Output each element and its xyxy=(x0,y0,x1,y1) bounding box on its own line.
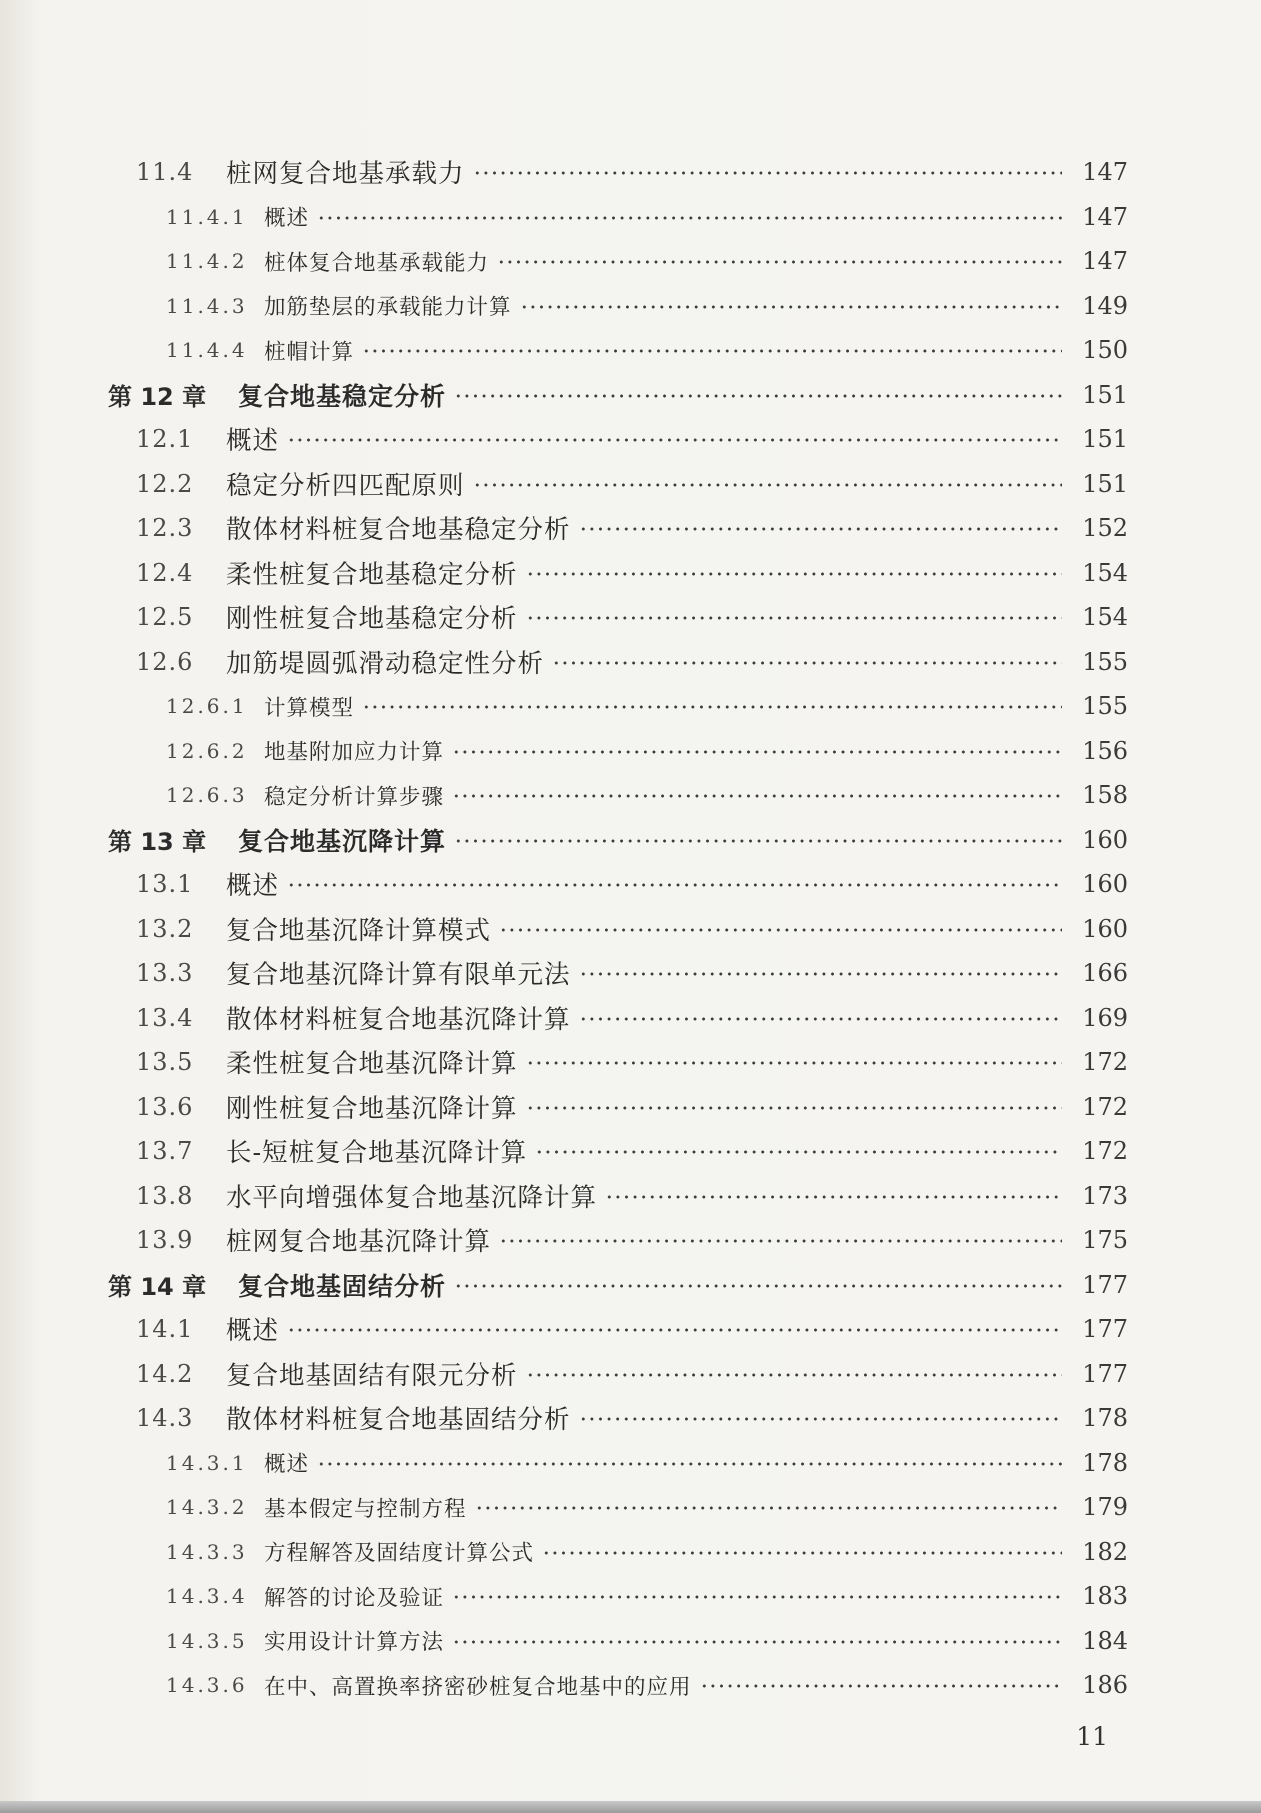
toc-entry-title: 概述 xyxy=(226,1316,280,1347)
toc-entry-number: 14.3.6 xyxy=(166,1673,248,1698)
toc-entry-subsection xyxy=(108,1441,1128,1486)
toc-entry-page: 158 xyxy=(1082,781,1128,810)
dot-leader xyxy=(499,928,1062,932)
toc-entry-number: 第 13 章 xyxy=(108,828,207,857)
toc-entry-page: 151 xyxy=(1082,425,1128,454)
toc-entry-page: 155 xyxy=(1082,692,1128,721)
toc-entry-subsection xyxy=(108,328,1128,373)
toc-entry-number: 11.4.1 xyxy=(166,204,248,229)
toc-entry-number: 12.6.1 xyxy=(166,694,248,719)
dot-leader xyxy=(452,1595,1062,1599)
toc-entry-title: 解答的讨论及验证 xyxy=(264,1585,445,1611)
dot-leader xyxy=(497,260,1062,264)
toc-entry-page: 147 xyxy=(1082,247,1128,276)
toc-entry-section xyxy=(108,1085,1128,1130)
toc-entry-title: 概述 xyxy=(264,206,310,232)
toc-entry-title: 概述 xyxy=(264,1452,310,1478)
toc-entry-subsection xyxy=(108,284,1128,329)
toc-entry-number: 14.3.4 xyxy=(166,1584,248,1609)
toc-entry-page: 175 xyxy=(1082,1226,1128,1255)
toc-entry-page: 178 xyxy=(1082,1448,1128,1477)
toc-entry-number: 12.6 xyxy=(136,647,194,676)
toc-entry-title: 刚性桩复合地基稳定分析 xyxy=(226,604,518,635)
toc-entry-number: 13.3 xyxy=(136,959,194,988)
dot-leader xyxy=(317,1462,1062,1466)
toc-entry-page: 151 xyxy=(1082,380,1128,409)
toc-entry-section xyxy=(108,551,1128,596)
toc-entry-number: 12.4 xyxy=(136,558,194,587)
toc-entry-title: 概述 xyxy=(226,426,280,457)
toc-entry-title: 桩网复合地基沉降计算 xyxy=(226,1227,492,1258)
dot-leader xyxy=(475,1506,1062,1510)
toc-entry-title: 长-短桩复合地基沉降计算 xyxy=(226,1138,528,1169)
dot-leader xyxy=(526,1106,1062,1110)
toc-entry-number: 13.5 xyxy=(136,1048,194,1077)
toc-entry-title: 复合地基沉降计算有限单元法 xyxy=(226,960,571,991)
toc-entry-section xyxy=(108,1129,1128,1174)
toc-entry-page: 177 xyxy=(1082,1315,1128,1344)
dot-leader xyxy=(579,1017,1062,1021)
toc-entry-number: 第 12 章 xyxy=(108,383,207,412)
toc-entry-section xyxy=(108,1352,1128,1397)
toc-entry-number: 14.2 xyxy=(136,1359,194,1388)
dot-leader xyxy=(362,349,1062,353)
toc-entry-page: 183 xyxy=(1082,1582,1128,1611)
toc-entry-number: 14.3.3 xyxy=(166,1539,248,1564)
toc-entry-subsection xyxy=(108,773,1128,818)
table-of-contents xyxy=(108,150,1128,1708)
dot-leader xyxy=(473,483,1062,487)
toc-entry-title: 实用设计计算方法 xyxy=(264,1630,445,1656)
page-number: 11 xyxy=(1076,1722,1108,1751)
dot-leader xyxy=(579,1417,1062,1421)
toc-entry-section xyxy=(108,951,1128,996)
toc-entry-subsection xyxy=(108,1663,1128,1708)
toc-entry-section xyxy=(108,1174,1128,1219)
toc-entry-number: 第 14 章 xyxy=(108,1273,207,1302)
toc-entry-page: 160 xyxy=(1082,825,1128,854)
dot-leader xyxy=(452,1640,1062,1644)
dot-leader xyxy=(362,705,1062,709)
toc-entry-title: 桩帽计算 xyxy=(264,339,355,365)
toc-entry-page: 182 xyxy=(1082,1537,1128,1566)
dot-leader xyxy=(605,1195,1062,1199)
toc-entry-section xyxy=(108,595,1128,640)
toc-entry-number: 12.6.3 xyxy=(166,783,248,808)
dot-leader xyxy=(287,883,1062,887)
dot-leader xyxy=(454,1284,1062,1288)
toc-entry-subsection xyxy=(108,1530,1128,1575)
toc-entry-page: 169 xyxy=(1082,1003,1128,1032)
toc-entry-page: 147 xyxy=(1082,158,1128,187)
toc-entry-number: 13.6 xyxy=(136,1092,194,1121)
toc-entry-title: 桩网复合地基承载力 xyxy=(226,159,465,190)
toc-entry-title: 基本假定与控制方程 xyxy=(264,1496,467,1522)
toc-entry-section xyxy=(108,640,1128,685)
toc-entry-title: 复合地基沉降计算模式 xyxy=(226,915,492,946)
dot-leader xyxy=(526,1373,1062,1377)
dot-leader xyxy=(552,661,1062,665)
toc-entry-section xyxy=(108,1307,1128,1352)
toc-entry-page: 155 xyxy=(1082,647,1128,676)
dot-leader xyxy=(452,750,1062,754)
toc-entry-title: 复合地基固结分析 xyxy=(238,1271,447,1301)
toc-entry-page: 178 xyxy=(1082,1404,1128,1433)
dot-leader xyxy=(499,1239,1062,1243)
toc-entry-page: 154 xyxy=(1082,558,1128,587)
toc-entry-subsection xyxy=(108,1485,1128,1530)
toc-entry-page: 172 xyxy=(1082,1137,1128,1166)
toc-entry-number: 14.3.1 xyxy=(166,1450,248,1475)
toc-entry-title: 复合地基沉降计算 xyxy=(238,826,447,856)
toc-entry-title: 加筋垫层的承载能力计算 xyxy=(264,295,512,321)
toc-entry-title: 柔性桩复合地基稳定分析 xyxy=(226,559,518,590)
toc-entry-page: 147 xyxy=(1082,202,1128,231)
toc-entry-number: 12.5 xyxy=(136,603,194,632)
toc-entry-subsection xyxy=(108,239,1128,284)
toc-entry-section xyxy=(108,862,1128,907)
toc-entry-page: 156 xyxy=(1082,736,1128,765)
toc-entry-page: 173 xyxy=(1082,1181,1128,1210)
dot-leader xyxy=(542,1551,1062,1555)
toc-entry-section xyxy=(108,1218,1128,1263)
dot-leader xyxy=(452,794,1062,798)
toc-entry-number: 14.3.2 xyxy=(166,1495,248,1520)
toc-entry-subsection xyxy=(108,195,1128,240)
toc-entry-title: 稳定分析四匹配原则 xyxy=(226,470,465,501)
toc-entry-title: 在中、高置换率挤密砂桩复合地基中的应用 xyxy=(264,1674,692,1700)
toc-entry-number: 14.3 xyxy=(136,1404,194,1433)
toc-entry-title: 散体材料桩复合地基沉降计算 xyxy=(226,1004,571,1035)
toc-entry-title: 概述 xyxy=(226,871,280,902)
toc-entry-number: 12.2 xyxy=(136,469,194,498)
toc-entry-number: 13.7 xyxy=(136,1137,194,1166)
dot-leader xyxy=(317,216,1062,220)
toc-entry-page: 179 xyxy=(1082,1493,1128,1522)
toc-entry-chapter xyxy=(108,1263,1128,1308)
toc-entry-section xyxy=(108,506,1128,551)
toc-entry-subsection xyxy=(108,1619,1128,1664)
toc-entry-title: 柔性桩复合地基沉降计算 xyxy=(226,1049,518,1080)
toc-entry-page: 186 xyxy=(1082,1671,1128,1700)
toc-entry-title: 桩体复合地基承载能力 xyxy=(264,250,490,276)
toc-entry-page: 177 xyxy=(1082,1359,1128,1388)
dot-leader xyxy=(287,1328,1062,1332)
toc-entry-page: 160 xyxy=(1082,870,1128,899)
toc-entry-page: 172 xyxy=(1082,1048,1128,1077)
toc-entry-page: 152 xyxy=(1082,514,1128,543)
toc-entry-page: 151 xyxy=(1082,469,1128,498)
dot-leader xyxy=(700,1684,1062,1688)
toc-entry-title: 散体材料桩复合地基固结分析 xyxy=(226,1405,571,1436)
toc-entry-subsection xyxy=(108,1574,1128,1619)
toc-entry-number: 11.4.4 xyxy=(166,338,248,363)
scan-edge xyxy=(0,1801,1261,1813)
toc-entry-page: 172 xyxy=(1082,1092,1128,1121)
toc-entry-section xyxy=(108,150,1128,195)
toc-entry-title: 稳定分析计算步骤 xyxy=(264,784,445,810)
toc-entry-title: 加筋堤圆弧滑动稳定性分析 xyxy=(226,648,545,679)
toc-entry-title: 散体材料桩复合地基稳定分析 xyxy=(226,515,571,546)
toc-entry-subsection xyxy=(108,729,1128,774)
toc-entry-number: 13.4 xyxy=(136,1003,194,1032)
toc-entry-section xyxy=(108,1040,1128,1085)
toc-entry-section xyxy=(108,907,1128,952)
dot-leader xyxy=(535,1150,1062,1154)
dot-leader xyxy=(526,1061,1062,1065)
toc-entry-number: 12.3 xyxy=(136,514,194,543)
toc-entry-page: 177 xyxy=(1082,1270,1128,1299)
toc-entry-number: 12.1 xyxy=(136,425,194,454)
toc-entry-section xyxy=(108,1396,1128,1441)
dot-leader xyxy=(526,572,1062,576)
toc-entry-chapter xyxy=(108,373,1128,418)
toc-entry-chapter xyxy=(108,818,1128,863)
toc-entry-subsection xyxy=(108,684,1128,729)
toc-entry-section xyxy=(108,996,1128,1041)
toc-entry-number: 11.4.3 xyxy=(166,293,248,318)
dot-leader xyxy=(579,527,1062,531)
dot-leader xyxy=(579,972,1062,976)
toc-entry-title: 水平向增强体复合地基沉降计算 xyxy=(226,1182,598,1213)
toc-entry-section xyxy=(108,417,1128,462)
toc-entry-number: 11.4 xyxy=(136,158,194,187)
toc-entry-title: 复合地基固结有限元分析 xyxy=(226,1360,518,1391)
toc-entry-number: 14.3.5 xyxy=(166,1628,248,1653)
toc-entry-number: 13.9 xyxy=(136,1226,194,1255)
toc-entry-number: 13.1 xyxy=(136,870,194,899)
toc-entry-title: 复合地基稳定分析 xyxy=(238,381,447,411)
toc-entry-page: 166 xyxy=(1082,959,1128,988)
toc-entry-page: 149 xyxy=(1082,291,1128,320)
toc-entry-title: 刚性桩复合地基沉降计算 xyxy=(226,1093,518,1124)
dot-leader xyxy=(520,305,1062,309)
toc-entry-page: 184 xyxy=(1082,1626,1128,1655)
toc-entry-number: 12.6.2 xyxy=(166,738,248,763)
toc-entry-number: 13.8 xyxy=(136,1181,194,1210)
dot-leader xyxy=(454,839,1062,843)
toc-entry-number: 11.4.2 xyxy=(166,249,248,274)
toc-entry-title: 地基附加应力计算 xyxy=(264,740,445,766)
dot-leader xyxy=(473,171,1062,175)
toc-entry-page: 154 xyxy=(1082,603,1128,632)
toc-entry-page: 150 xyxy=(1082,336,1128,365)
toc-entry-section xyxy=(108,462,1128,507)
toc-entry-title: 方程解答及固结度计算公式 xyxy=(264,1541,535,1567)
toc-entry-number: 13.2 xyxy=(136,914,194,943)
dot-leader xyxy=(287,438,1062,442)
dot-leader xyxy=(526,616,1062,620)
dot-leader xyxy=(454,394,1062,398)
toc-entry-title: 计算模型 xyxy=(264,695,355,721)
toc-entry-number: 14.1 xyxy=(136,1315,194,1344)
toc-entry-page: 160 xyxy=(1082,914,1128,943)
